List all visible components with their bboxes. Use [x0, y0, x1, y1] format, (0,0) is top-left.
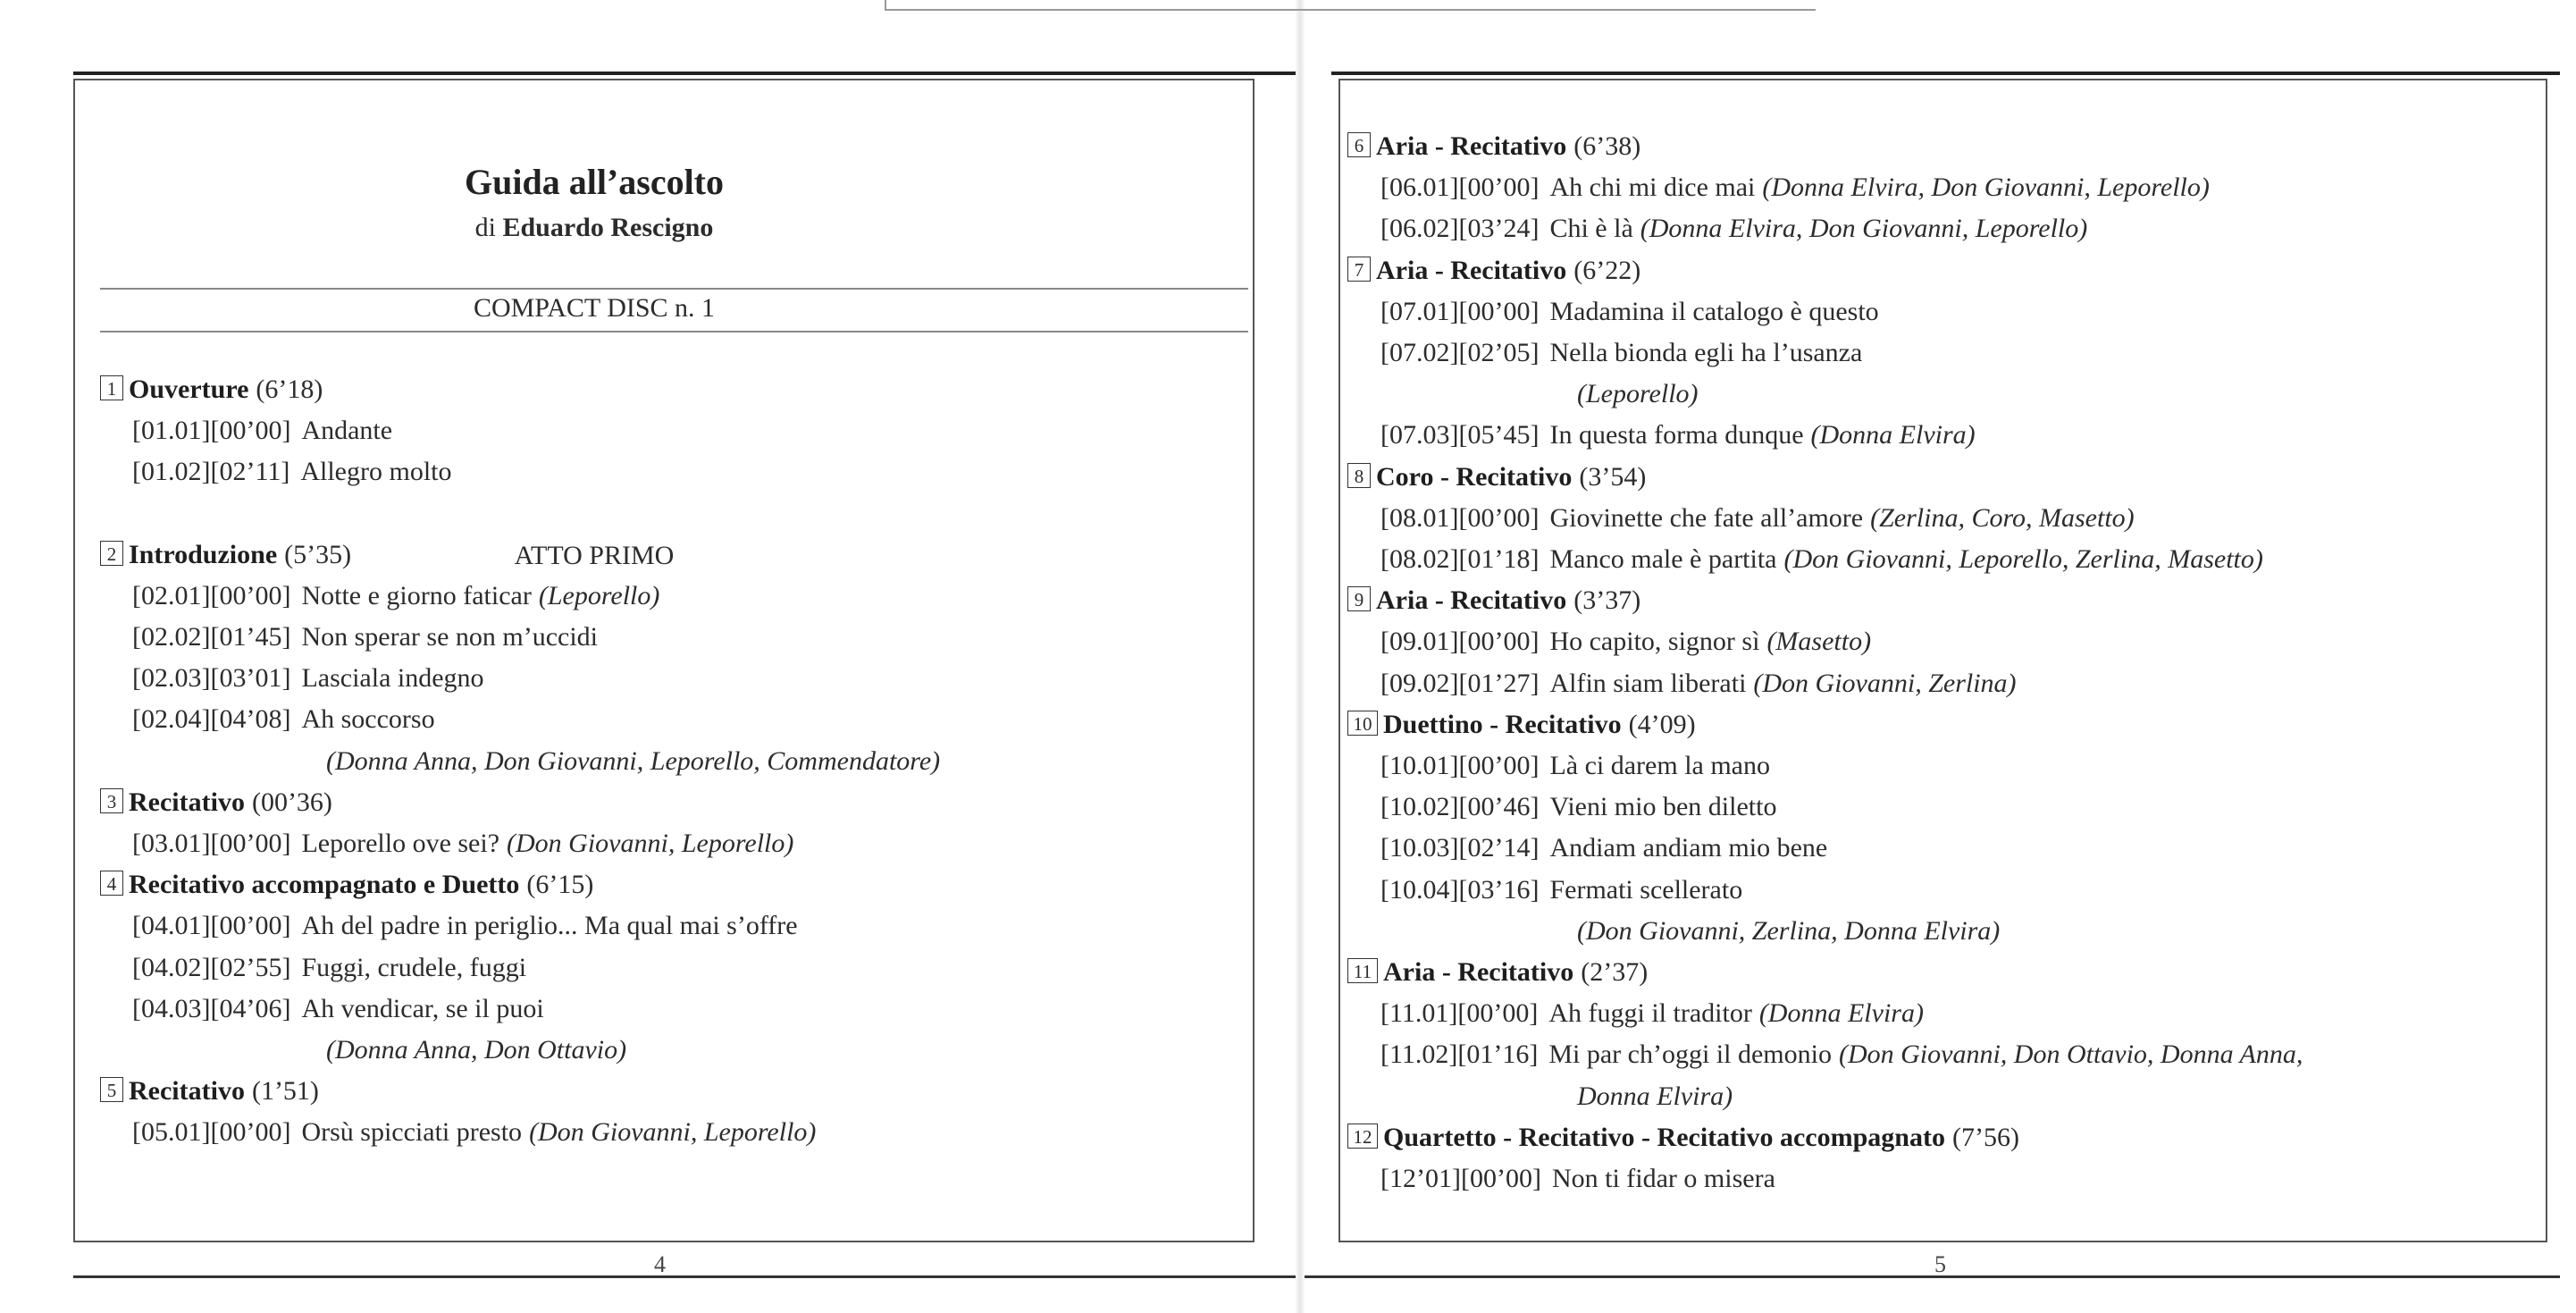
timecode: [10.02][00’46] — [1380, 792, 1540, 822]
track-header — [1347, 461, 1646, 493]
track-number-box: 4 — [100, 871, 123, 896]
page-title: Guida all’ascolto — [464, 162, 725, 202]
item-description: Orsù spicciati presto — [301, 1117, 523, 1148]
track-number-box: 8 — [1347, 463, 1371, 488]
item-cast: (Donna Elvira) — [1758, 998, 1924, 1029]
timecode: [03.01][00’00] — [132, 829, 291, 858]
item-description: Non sperar se non m’uccidi — [301, 622, 599, 652]
track-header — [100, 787, 332, 819]
track-duration: (6’22) — [1573, 255, 1641, 285]
timecode: [01.02][02’11] — [132, 457, 290, 487]
track-item — [132, 1116, 816, 1149]
timecode: [02.03][03’01] — [132, 663, 291, 694]
timecode: [04.02][02’55] — [132, 952, 291, 982]
track-duration: (6’15) — [526, 870, 594, 900]
item-description: Chi è là — [1549, 214, 1633, 244]
item-description: Giovinette che fate all’amore — [1549, 502, 1864, 533]
track-item — [1380, 832, 1827, 864]
book-spine — [1296, 0, 1305, 1313]
item-description: Ho capito, signor sì — [1549, 627, 1760, 657]
track-number-box: 5 — [100, 1077, 123, 1102]
track-title: Duettino - Recitativo — [1383, 709, 1622, 739]
item-description: Lasciala indegno — [301, 663, 484, 694]
item-description: Manco male è partita — [1549, 544, 1777, 574]
item-description: Là ci darem la mano — [1549, 751, 1771, 780]
track-item — [1380, 1163, 1775, 1195]
author-line — [0, 213, 1188, 243]
item-cast: (Don Giovanni, Leporello) — [507, 829, 794, 858]
track-item — [1380, 750, 1770, 782]
right-page — [1305, 0, 2576, 1313]
item-cast: (Donna Elvira, Don Giovanni, Leporello) — [1640, 214, 2088, 244]
track-header — [100, 869, 593, 901]
timecode: [07.01][00’00] — [1380, 296, 1540, 326]
item-cast: (Don Giovanni, Leporello) — [529, 1117, 817, 1148]
item-description: Mi par ch’oggi il demonio — [1548, 1039, 1832, 1070]
track-title: Aria - Recitativo — [1376, 585, 1567, 616]
track-item — [132, 621, 598, 653]
track-duration: (4’09) — [1628, 709, 1696, 739]
item-description: Fermati scellerato — [1549, 874, 1743, 905]
track-number-box: 7 — [1347, 257, 1371, 282]
track-item — [1380, 543, 2263, 576]
item-description: In questa forma dunque — [1549, 420, 1804, 450]
cast-continuation: (Donna Anna, Don Giovanni, Leporello, Commendatore) — [326, 745, 941, 776]
track-header — [1347, 130, 1640, 163]
page-frame — [73, 79, 1254, 1242]
track-header — [1347, 585, 1640, 617]
cast-continuation: (Don Giovanni, Zerlina, Donna Elvira) — [1577, 915, 2001, 946]
track-header — [1347, 255, 1640, 287]
timecode: [10.03][02’14] — [1380, 833, 1540, 863]
track-item — [1380, 791, 1776, 823]
track-title: Aria - Recitativo — [1376, 255, 1567, 285]
track-item — [132, 662, 484, 694]
top-rule — [1331, 72, 2560, 75]
track-title: Aria - Recitativo — [1383, 957, 1574, 987]
timecode: [09.02][01’27] — [1380, 668, 1540, 698]
item-description: Allegro molto — [300, 457, 452, 487]
track-item — [1380, 668, 2017, 700]
item-description: Ah chi mi dice mai — [1549, 173, 1756, 203]
track-item — [132, 703, 435, 736]
item-description: Leporello ove sei? — [301, 829, 500, 858]
timecode: [08.02][01’18] — [1380, 544, 1540, 574]
item-description: Ah fuggi il traditor — [1548, 998, 1752, 1029]
track-title: Ouverture — [129, 375, 249, 404]
timecode: [11.01][00’00] — [1380, 998, 1539, 1029]
track-header — [100, 1075, 319, 1107]
cast-continuation: (Donna Anna, Don Ottavio) — [326, 1035, 627, 1065]
bottom-rule — [1305, 1275, 2560, 1278]
track-item — [1380, 502, 2135, 534]
track-header — [100, 374, 323, 406]
track-item — [1380, 626, 1871, 658]
timecode: [02.04][04’08] — [132, 704, 291, 735]
timecode: [11.02][01’16] — [1380, 1039, 1539, 1070]
track-item — [132, 828, 793, 860]
top-rule — [73, 72, 1296, 75]
track-duration: (2’37) — [1581, 957, 1649, 987]
track-duration: (3’37) — [1573, 585, 1641, 616]
track-item — [1380, 1039, 2303, 1071]
track-header — [1347, 1122, 2019, 1154]
item-description: Non ti fidar o misera — [1551, 1164, 1775, 1193]
track-item — [1380, 997, 1924, 1030]
item-cast: (Zerlina, Coro, Masetto) — [1870, 502, 2135, 533]
track-item — [132, 993, 544, 1025]
track-title: Recitativo accompagnato e Duetto — [129, 870, 520, 900]
item-description: Andante — [301, 416, 393, 446]
track-number-box: 2 — [100, 541, 123, 566]
track-item — [132, 456, 452, 488]
bottom-rule — [73, 1275, 1296, 1278]
timecode: [04.03][04’06] — [132, 993, 291, 1023]
cast-continuation: Donna Elvira) — [1577, 1081, 1733, 1111]
track-header — [1347, 956, 1648, 989]
timecode: [08.01][00’00] — [1380, 502, 1540, 533]
item-description: Fuggi, crudele, fuggi — [301, 952, 527, 982]
page-number: 5 — [1934, 1251, 1946, 1277]
track-title: Recitativo — [129, 787, 245, 817]
item-description: Madamina il catalogo è questo — [1549, 296, 1879, 326]
timecode: [06.02][03’24] — [1380, 214, 1540, 244]
page-number: 4 — [654, 1251, 666, 1277]
item-description: Vieni mio ben diletto — [1549, 792, 1777, 822]
timecode: [02.01][00’00] — [132, 580, 291, 610]
timecode: [09.01][00’00] — [1380, 627, 1540, 657]
item-description: Alfin siam liberati — [1549, 668, 1747, 698]
track-number-box: 1 — [100, 375, 123, 400]
track-number-box: 10 — [1347, 711, 1378, 736]
track-header — [1347, 709, 1696, 741]
item-description: Ah vendicar, se il puoi — [301, 993, 544, 1023]
track-item — [1380, 296, 1879, 328]
timecode: [04.01][00’00] — [132, 911, 291, 941]
timecode: [05.01][00’00] — [132, 1117, 291, 1148]
track-duration: (6’18) — [256, 375, 323, 404]
author-prefix: di — [474, 213, 496, 242]
track-duration: (7’56) — [1951, 1122, 2019, 1152]
track-duration: (3’54) — [1579, 461, 1647, 492]
item-cast: (Masetto) — [1766, 627, 1872, 657]
track-title: Aria - Recitativo — [1376, 131, 1567, 161]
track-title: Coro - Recitativo — [1376, 461, 1573, 492]
timecode: [10.04][03’16] — [1380, 874, 1540, 905]
track-item — [1380, 874, 1742, 906]
track-item — [1380, 419, 1976, 451]
item-cast: (Don Giovanni, Zerlina) — [1753, 668, 2017, 698]
timecode: [07.03][05’45] — [1380, 420, 1540, 450]
item-cast: (Don Giovanni, Leporello, Zerlina, Masetto) — [1783, 544, 2263, 574]
timecode: [12’01][00’00] — [1380, 1164, 1541, 1193]
track-title: Introduzione — [129, 539, 278, 569]
item-description: Ah soccorso — [301, 704, 435, 735]
track-duration: (5’35) — [284, 539, 352, 569]
act-title: ATTO PRIMO — [514, 541, 675, 570]
track-item — [1380, 337, 1862, 369]
track-number-box: 12 — [1347, 1124, 1378, 1149]
track-title: Recitativo — [129, 1076, 245, 1107]
track-duration: (00’36) — [251, 787, 332, 817]
track-number-box: 11 — [1347, 958, 1378, 983]
author-name: Eduardo Rescigno — [502, 213, 714, 242]
cd-title: COMPACT DISC n. 1 — [473, 293, 716, 323]
timecode: [01.01][00’00] — [132, 416, 291, 446]
timecode: [10.01][00’00] — [1380, 751, 1540, 780]
track-number-box: 6 — [1347, 132, 1371, 157]
item-description: Andiam andiam mio bene — [1549, 833, 1828, 863]
track-duration: (6’38) — [1573, 131, 1641, 161]
track-number-box: 9 — [1347, 586, 1371, 611]
timecode: [07.02][02’05] — [1380, 338, 1540, 367]
cast-continuation: (Leporello) — [1577, 379, 1699, 409]
item-description: Ah del padre in periglio... Ma qual mai s’offre — [301, 911, 798, 941]
track-header — [100, 539, 351, 571]
cd-rule-top — [100, 288, 1248, 290]
track-item — [1380, 213, 2087, 245]
item-cast: (Donna Elvira) — [1810, 420, 1976, 450]
cd-rule-bottom — [100, 331, 1248, 332]
item-description: Notte e giorno faticar — [301, 580, 532, 610]
track-item — [132, 415, 392, 447]
item-cast: (Don Giovanni, Don Ottavio, Donna Anna, — [1838, 1039, 2303, 1070]
track-item — [132, 580, 659, 612]
item-cast: (Leporello) — [538, 580, 660, 610]
item-description: Nella bionda egli ha l’usanza — [1549, 338, 1863, 367]
timecode: [02.02][01’45] — [132, 622, 291, 652]
timecode: [06.01][00’00] — [1380, 173, 1540, 203]
track-title: Quartetto - Recitativo - Recitativo accompagnato — [1383, 1122, 1945, 1152]
track-item — [132, 910, 798, 942]
item-cast: (Donna Elvira, Don Giovanni, Leporello) — [1762, 173, 2210, 203]
track-item — [132, 952, 526, 984]
track-duration: (1’51) — [251, 1076, 319, 1107]
track-number-box: 3 — [100, 788, 123, 813]
track-item — [1380, 172, 2210, 204]
